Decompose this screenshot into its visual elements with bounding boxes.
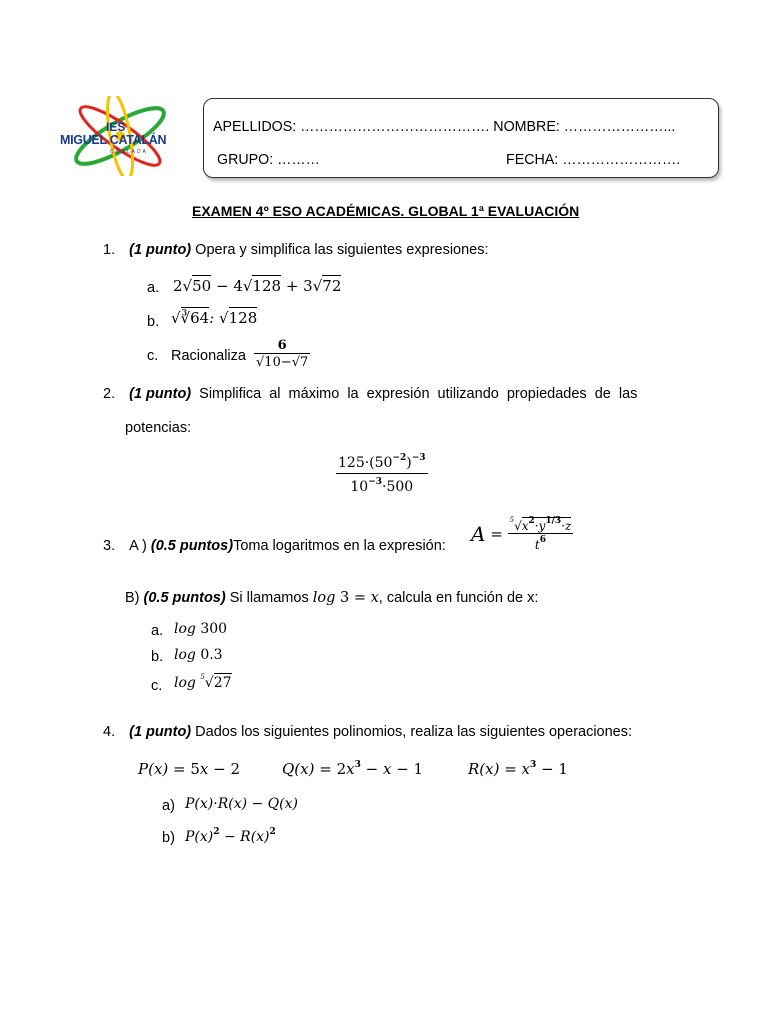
question-number: 4. (103, 724, 116, 740)
q1-item-b-expression: √∛64: √128 (171, 309, 258, 327)
question-text: Si llamamos (225, 590, 313, 606)
log-definition: log 3 = x (312, 590, 379, 606)
q3-item-b-expression: log 0.3 (174, 647, 223, 663)
polynomial-p: P(x) = 5x − 2 (138, 760, 241, 778)
question-text-end: , calcula en función de x: (378, 590, 539, 606)
school-logo (58, 96, 178, 176)
grupo-field[interactable]: GRUPO: ……… (217, 151, 320, 168)
question-number: 1. (103, 242, 116, 258)
fecha-field[interactable]: FECHA: ……………………. (506, 151, 681, 168)
part-b-prefix: B) (125, 590, 144, 606)
q3-item-a-expression: log 300 (174, 621, 228, 637)
q1-item-c-text: Racionaliza (171, 348, 246, 364)
points: (0.5 puntos) (143, 590, 226, 606)
apellidos-nombre-field[interactable]: APELLIDOS: …………………………………. NOMBRE: …………………... (213, 118, 676, 135)
question-text: Simplifica al máximo la expresión utilizando propiedades de las (191, 386, 638, 402)
question-text: Opera y simplifica las siguientes expresiones: (191, 242, 489, 258)
logo-line-1: IES (106, 120, 126, 134)
q3-item-c-label: c. (151, 678, 163, 694)
logo-line-2: MIGUEL CATALÁN (60, 133, 167, 147)
polynomial-r: $R(x) = x^3 - 1$ (468, 760, 568, 778)
q1-item-c-label: c. (147, 348, 159, 364)
points: (1 punto) (129, 724, 192, 740)
question-4 (103, 724, 632, 740)
exam-title: EXAMEN 4º ESO ACADÉMICAS. GLOBAL 1ª EVALUACIÓN (192, 203, 580, 219)
question-3 (103, 538, 446, 554)
q2-expression: $\frac{125\cdot(50^{-2})^{-3}}{10^{-3}\cdot 500}$ (338, 453, 426, 495)
question-text: Toma logaritmos en la expresión: (233, 538, 446, 554)
points: (1 punto) (129, 242, 192, 258)
question-number: 2. (103, 386, 116, 402)
question-1 (103, 242, 489, 258)
q3-item-a-label: a. (151, 623, 164, 639)
q1-item-c-fraction: $\frac{6}{√10-√7}$ (256, 338, 309, 370)
logo-line-3: COSLADA (110, 149, 148, 155)
q3-expression: A = $\frac{^5√x^2\cdot y^{1/3}\cdot z}{t^6}$ (471, 516, 572, 552)
q4-item-a-expression: P(x)·R(x) − Q(x) (185, 796, 298, 812)
question-2 (103, 386, 673, 402)
q4-item-b-label: b) (162, 830, 175, 846)
question-3-part-b (125, 590, 538, 606)
points: (1 punto) (129, 386, 192, 402)
q1-item-a-label: a. (147, 280, 160, 296)
question-number: 3. (103, 538, 116, 554)
part-a-prefix: A ) (129, 538, 151, 554)
question-2-continued: potencias: (125, 420, 192, 436)
polynomial-q: $Q(x) = 2x^3 - x - 1$ (282, 760, 424, 778)
q4-item-a-label: a) (162, 798, 175, 814)
q1-item-b-label: b. (147, 314, 160, 330)
points: (0.5 puntos) (150, 538, 234, 554)
q3-item-c-expression: log $^5$√27 (174, 673, 232, 691)
question-text: Dados los siguientes polinomios, realiza las siguientes operaciones: (191, 724, 633, 740)
q4-item-b-expression: $P(x)^2 - R(x)^2$ (185, 827, 276, 845)
q1-item-a-expression: 2√50 − 4√128 + 3√72 (173, 277, 342, 295)
q3-item-b-label: b. (151, 649, 164, 665)
